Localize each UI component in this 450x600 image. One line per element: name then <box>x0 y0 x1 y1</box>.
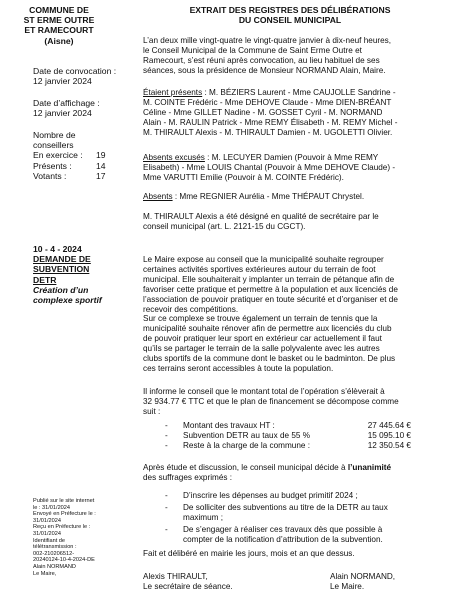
financing-table <box>143 421 439 453</box>
commune-line-2: ST ERME OUTRE <box>23 15 95 26</box>
action-item <box>143 525 439 545</box>
action-line: De solliciter des subventions au titre de la DETR au taux <box>183 503 388 512</box>
presents-label: Présents : <box>33 160 72 171</box>
header-line-2: DU CONSEIL MUNICIPAL <box>238 15 342 26</box>
commune-line-3: ET RAMECOURT <box>24 25 94 36</box>
closing-line: Fait et délibéré en mairie les jours, mois et an que dessus. <box>143 549 355 558</box>
presents-line: M. COINTE Frédéric - Mme DEHOVE Claude - Mme DIEN-BRÉANT <box>143 97 392 107</box>
intro-line: séances, sous la présidence de Monsieur NORMAND Alain, Maire. <box>143 65 386 75</box>
montant-line: Il informe le conseil que le montant total de l’opération s’élèverait à <box>143 387 385 396</box>
footnote-line: Le Maire, <box>33 570 57 577</box>
expose-line: recevoir des compétitions. <box>143 304 239 314</box>
expose-line: l’association de pouvoir pratiquer en toute sécurité et d’organiser et de <box>143 294 398 304</box>
en-exercice-value: 19 <box>96 150 106 161</box>
excuses-line: Elisabeth) - Mme LOUIS Chantal (Pouvoir à Mme DEHOVE Claude) - <box>143 162 396 172</box>
presents-line: Céline - Mme GILLET Nadine - M. GOSSET Cyril - M. NORMAND <box>143 107 383 117</box>
footnote-line: Reçu en Préfecture le : <box>33 524 91 531</box>
dash-bullet: - <box>165 524 168 534</box>
header-line-1: EXTRAIT DES REGISTRES DES DÉLIBÉRATIONS <box>189 5 391 15</box>
intro-line: L’an deux mille vingt-quatre le vingt-quatre janvier à dix-neuf heures, <box>143 36 392 45</box>
excuses-label: Absents excusés <box>143 153 205 162</box>
montant-line: 32 934.77 € TTC et que le plan de financement se décompose comme <box>143 396 399 406</box>
expose-line: Sur ce complexe se trouve également un terrain de tennis que la <box>143 314 378 324</box>
secretaire-paragraph <box>143 212 439 232</box>
expose-line: de pouvoir pratiquer leur sport en extérieur car actuellement il faut <box>143 334 382 344</box>
financing-label: Montant des travaux HT : <box>183 421 275 430</box>
decision-paragraph <box>143 463 439 483</box>
en-exercice-label: En exercice : <box>33 150 83 161</box>
commune-line-1: COMMUNE DE <box>29 5 89 15</box>
reference-subtitle-2: complexe sportif <box>33 295 102 306</box>
action-item <box>143 503 439 523</box>
intro-line: le Conseil Municipal de la Commune de Saint Erme Outre et <box>143 45 362 55</box>
action-item <box>143 491 439 502</box>
actions-list <box>143 491 439 545</box>
decision-text: Après étude et discussion, le conseil municipal décide à <box>143 463 348 472</box>
financing-label: Reste à la charge de la commune : <box>183 441 310 450</box>
excuses-line: Mme VARUTTI Emilie (Pouvoir à M. COINTE Frédéric). <box>143 172 344 182</box>
expose-line: Le Maire expose au conseil que la municipalité souhaite regrouper <box>143 255 384 264</box>
votants-value: 17 <box>96 170 106 181</box>
expose-line: certaines activités sportives extérieures autour du terrain de foot <box>143 264 376 274</box>
footnote-line: Publié sur le site internet <box>33 498 95 504</box>
deliberation-reference <box>33 244 118 305</box>
reference-subtitle-1: Création d’un <box>33 284 89 295</box>
action-line: De s’engager à réaliser ces travaux dès que possible à <box>183 524 383 534</box>
financing-value: 27 445.64 € <box>367 421 411 430</box>
footnote-line: 31/01/2024 <box>33 517 61 524</box>
expose-line: favoriser cette pratique et permettre à la population et aux licenciés de <box>143 284 398 294</box>
decision-line-2: des suffrages exprimés : <box>143 472 233 482</box>
affichage-block <box>33 98 100 118</box>
affichage-date: 12 janvier 2024 <box>33 108 92 119</box>
excuses-paragraph <box>143 153 439 183</box>
conseillers-label-2: conseillers <box>33 140 74 151</box>
presents-line: Alain - M. RAULIN Patrick - Mme REMY Élisabeth - M. REMY Michel - <box>143 117 398 127</box>
mayor-name: Alain NORMAND, <box>330 572 396 581</box>
action-line: maximum ; <box>183 512 224 522</box>
dash-bullet: - <box>165 491 168 500</box>
absents-label: Absents <box>143 192 173 201</box>
secretaire-line: M. THIRAULT Alexis a été désigné en qualité de secrétaire par le <box>143 212 379 221</box>
presents-label: Étaient présents <box>143 88 203 97</box>
montant-paragraph <box>143 387 439 417</box>
absents-text: : Mme REGNIER Aurélia - Mme THÉPAUT Chrystel. <box>172 192 365 201</box>
expose-line: municipal. Elle souhaiterait y implanter un terrain de pétanque afin de <box>143 274 395 284</box>
decision-unanimite: l’unanimité <box>347 463 392 472</box>
dash-bullet: - <box>165 431 168 440</box>
expose-line: clubs sportifs de la commune dont le basket ou le badminton. De plus <box>143 354 396 364</box>
secretary-name: Alexis THIRAULT, <box>143 572 208 581</box>
affichage-label: Date d’affichage : <box>33 98 100 108</box>
financing-label: Subvention DETR au taux de 55 % <box>183 431 310 440</box>
conseillers-block <box>33 130 113 181</box>
financing-value: 15 095.10 € <box>367 431 411 440</box>
absents-paragraph <box>143 192 439 202</box>
secretaire-line: conseil municipal (art. L. 2121-15 du CGCT). <box>143 221 306 231</box>
footnote-line: télétransmission : <box>33 544 77 551</box>
montant-line: suit : <box>143 406 161 416</box>
financing-value: 12 350.54 € <box>367 441 411 450</box>
footnote-line: Envoyé en Préfecture le : <box>33 511 96 518</box>
expose-line: qu’ils se partager le terrain de la salle polyvalente avec les autres <box>143 344 380 354</box>
signature-left <box>143 572 233 592</box>
reference-title-2: SUBVENTION <box>33 264 90 275</box>
presents-line: : M. BÉZIERS Laurent - Mme CAUJOLLE Sandrine - <box>202 88 396 97</box>
publication-footnote <box>33 498 121 577</box>
mayor-role: Le Maire. <box>330 581 365 591</box>
dash-bullet: - <box>165 503 168 512</box>
presents-line: M. THIRAULT Alexis - M. THIRAULT Damien - M. UGOLETTI Olivier. <box>143 127 393 137</box>
footnote-line: Alain NORMAND <box>33 563 76 570</box>
expose-paragraph <box>143 255 439 374</box>
footnote-line: le : 31/01/2024 <box>33 504 71 511</box>
reference-title-1: DEMANDE DE <box>33 254 91 265</box>
votants-label: Votants : <box>33 170 67 181</box>
expose-line: ces terrains seront accessibles à toute la population. <box>143 363 334 373</box>
presents-paragraph <box>143 88 439 138</box>
convocation-label: Date de convocation : <box>33 66 117 76</box>
excuses-line: : M. LECUYER Damien (Pouvoir à Mme REMY <box>204 153 379 162</box>
dash-bullet: - <box>165 421 168 430</box>
presents-value: 14 <box>96 160 106 171</box>
secretary-role: Le secrétaire de séance. <box>143 581 233 591</box>
footnote-line: 002-210206512- <box>33 550 75 557</box>
convocation-block <box>33 66 116 86</box>
conseillers-label-1: Nombre de <box>33 130 76 140</box>
reference-number: 10 - 4 - 2024 <box>33 244 82 254</box>
action-line: D’inscrire les dépenses au budget primitif 2024 ; <box>183 491 358 500</box>
dash-bullet: - <box>165 441 168 450</box>
footnote-line: 20240124-10-4-2024-DE <box>33 557 95 564</box>
footnote-line: Identifiant de <box>33 537 66 544</box>
signature-right <box>330 572 395 592</box>
action-line: compter de la notification d’attribution de la subvention. <box>183 534 383 544</box>
convocation-date: 12 janvier 2024 <box>33 76 92 87</box>
footnote-line: 31/01/2024 <box>33 530 61 537</box>
document-header <box>140 5 440 25</box>
commune-line-4: (Aisne) <box>44 35 74 46</box>
expose-line: municipalité souhaite rénover afin de permettre aux licenciés du club <box>143 324 392 334</box>
intro-line: Ramecourt, s’est réuni après convocation, au lieu habituel de ses <box>143 55 380 65</box>
commune-block <box>18 5 100 46</box>
intro-paragraph <box>143 36 439 76</box>
reference-title-3: DETR <box>33 274 57 285</box>
